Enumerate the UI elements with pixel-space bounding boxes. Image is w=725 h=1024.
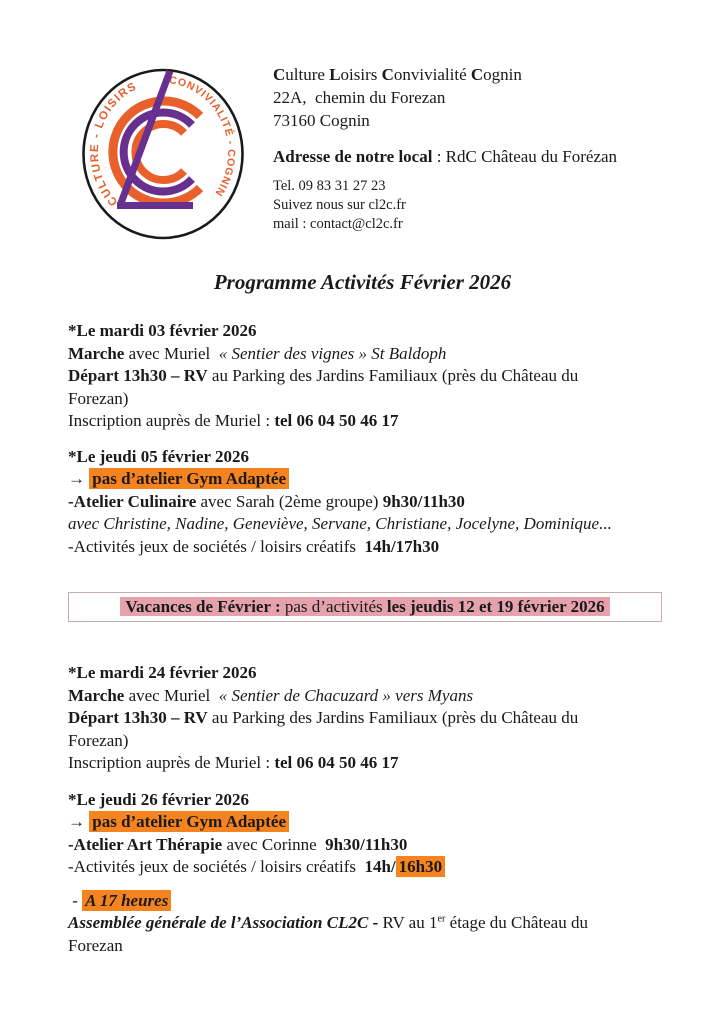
text-run: pas d’activités	[284, 596, 387, 616]
text-line	[68, 388, 662, 411]
text-run: RV au 1	[382, 913, 438, 932]
text-line	[68, 662, 662, 685]
text-run: avec Corinne	[222, 834, 326, 854]
text-line	[68, 491, 662, 514]
text-run: Marche	[68, 343, 125, 363]
contact-block	[273, 177, 673, 234]
text-run: 9h30/11h30	[325, 834, 408, 854]
text-run: tel 06 04 50 46 17	[274, 753, 399, 772]
text-run: étage du Château du	[445, 913, 588, 932]
text-line	[68, 410, 662, 433]
text-line	[68, 730, 662, 753]
text-run: Forezan)	[68, 730, 129, 750]
text-run: 14h/	[364, 857, 396, 876]
text-line	[68, 468, 662, 491]
text-run: Forezan)	[68, 388, 129, 408]
text-run: « Sentier des vignes » St Baldoph	[218, 343, 447, 363]
text-run: ulture	[285, 65, 330, 84]
text-run: -	[68, 890, 83, 910]
text-run: avec Christine, Nadine, Geneviève, Servane, Christiane, Jocelyne, Dominique...	[68, 514, 612, 533]
text-run: tel 06 04 50 46 17	[274, 411, 399, 430]
text-run: avec Sarah (2ème groupe)	[196, 491, 383, 511]
text-run: *Le jeudi 26 février 2026	[68, 789, 249, 809]
text-run: *Le mardi 03 février 2026	[68, 321, 257, 340]
section-mardi-03	[68, 320, 662, 433]
text-run: pas d’atelier Gym Adaptée	[89, 468, 289, 489]
text-run: →	[68, 469, 90, 488]
text-run: L	[329, 65, 341, 84]
section-jeudi-05	[68, 446, 662, 559]
text-line	[68, 685, 662, 708]
text-run: C	[470, 65, 484, 84]
text-line	[68, 935, 662, 958]
text-run: Départ 13h30 – RV	[68, 708, 208, 727]
text-line	[68, 536, 662, 559]
section-jeudi-26	[68, 789, 662, 879]
text-run: avec Muriel	[124, 343, 219, 363]
text-line	[68, 890, 662, 913]
text-run: A 17 heures	[82, 890, 171, 911]
text-run: C	[273, 65, 286, 84]
text-run: 9h30/11h30	[382, 491, 465, 511]
text-run: au Parking des Jardins Familiaux (près du Château du	[207, 708, 579, 727]
header-block	[273, 63, 673, 234]
text-run: *Le mardi 24 février 2026	[68, 663, 257, 682]
text-run: « Sentier de Chacuzard » vers Myans	[218, 685, 474, 705]
text-run: -Activités jeux de sociétés / loisirs créatifs	[68, 536, 365, 556]
section-mardi-24	[68, 662, 662, 775]
text-line	[68, 343, 662, 366]
website-line: Suivez nous sur cl2c.fr	[273, 197, 406, 213]
text-run: Marche	[68, 685, 125, 705]
text-run: ognin	[483, 65, 522, 84]
text-run: au Parking des Jardins Familiaux (près du Château du	[207, 366, 579, 385]
text-line	[68, 856, 662, 879]
text-run: Inscription auprès de Muriel :	[68, 753, 275, 772]
text-line	[68, 707, 662, 730]
text-run: onvivialité	[393, 65, 471, 84]
text-line	[68, 365, 662, 388]
cl2c-logo	[80, 66, 246, 242]
text-run: er	[437, 913, 446, 925]
text-line	[68, 789, 662, 812]
address-city: 73160 Cognin	[273, 111, 370, 130]
text-run: : RdC Château du Forézan	[436, 147, 618, 166]
vacances-banner-text	[120, 596, 609, 619]
text-run: Assemblée générale de l’Association CL2C -	[68, 913, 383, 932]
text-run: 16h30	[396, 856, 445, 877]
text-run: pas d’atelier Gym Adaptée	[89, 811, 289, 832]
phone-number: Tel. 09 83 31 27 23	[273, 178, 386, 194]
text-run: -Atelier Culinaire	[68, 491, 197, 511]
text-run: oisirs	[340, 65, 382, 84]
section-assemblee-generale	[68, 890, 662, 958]
text-line	[68, 446, 662, 469]
text-run: -Atelier Art Thérapie	[68, 834, 223, 854]
email-line: mail : contact@cl2c.fr	[273, 216, 403, 232]
text-line	[68, 513, 662, 536]
vacances-banner	[68, 592, 662, 622]
text-run: 14h/17h30	[364, 536, 440, 556]
local-address	[273, 145, 673, 168]
page-title: Programme Activités Février 2026	[213, 270, 512, 294]
program-content	[68, 320, 662, 957]
text-run: -Activités jeux de sociétés / loisirs créatifs	[68, 857, 365, 876]
text-run: Vacances de Février :	[120, 597, 285, 616]
text-run: →	[68, 812, 90, 831]
org-name	[273, 63, 673, 86]
text-run: Inscription auprès de Muriel :	[68, 411, 275, 430]
text-run: C	[381, 65, 394, 84]
text-line	[68, 912, 662, 935]
text-line	[68, 811, 662, 834]
text-run: Départ 13h30 – RV	[68, 366, 208, 385]
logo-ring-text-right: CONVIVIALITÉ - COGNIN	[168, 74, 238, 199]
text-line	[68, 834, 662, 857]
text-run: les jeudis 12 et 19 février 2026	[387, 597, 610, 616]
logo-ring-text-left: CULTURE - LOISIRS	[88, 80, 140, 208]
text-run: *Le jeudi 05 février 2026	[68, 446, 249, 466]
text-run: Forezan	[68, 935, 123, 955]
address-street: 22A, chemin du Forezan	[273, 88, 446, 107]
text-run: Adresse de notre local	[273, 147, 437, 166]
text-run: avec Muriel	[124, 685, 219, 705]
text-line	[68, 752, 662, 775]
cl2c-logo-graphic	[80, 66, 246, 242]
text-line	[68, 320, 662, 343]
